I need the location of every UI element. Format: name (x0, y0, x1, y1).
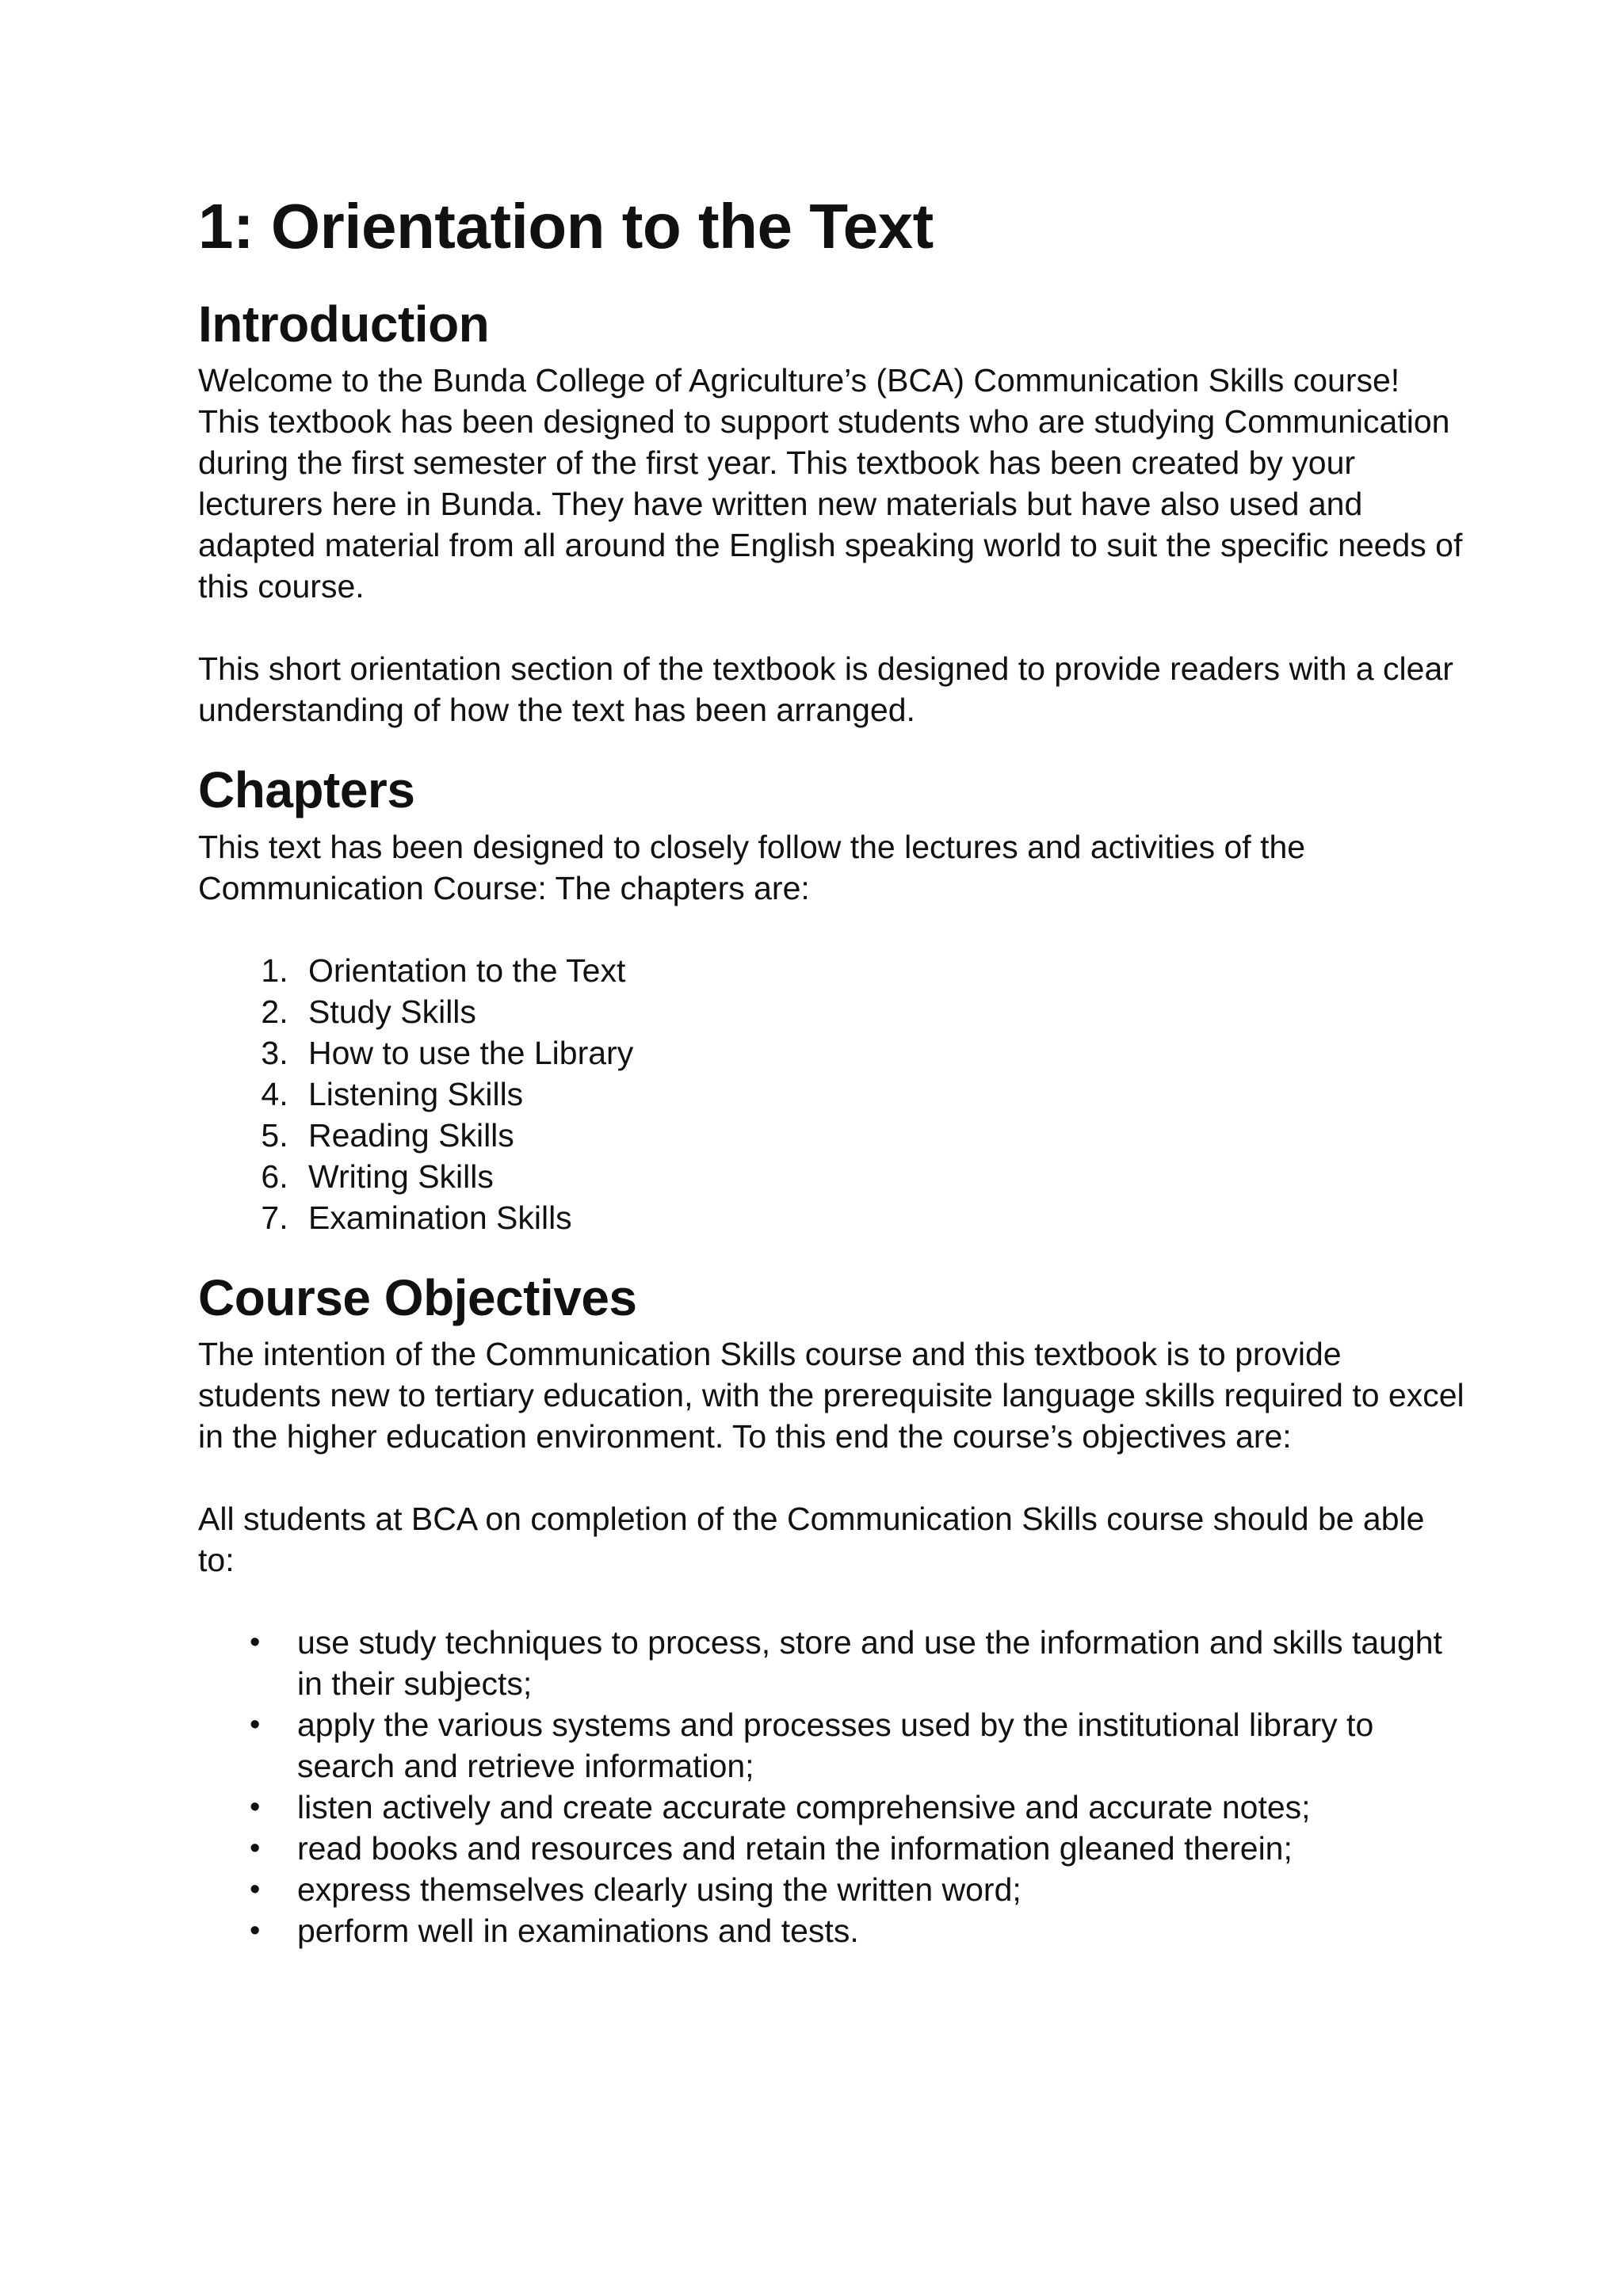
list-item: 3. How to use the Library (297, 1032, 1466, 1074)
chapters-intro: This text has been designed to closely follow the lectures and activities of the Communication Course: The chapters are: (198, 828, 1306, 906)
course-objectives-heading: Course Objectives (198, 1268, 637, 1326)
bullet-icon: • (250, 1873, 261, 1907)
document-page (198, 190, 1466, 1951)
objective-list (198, 1622, 1466, 1951)
chapter-list (198, 950, 1466, 1238)
list-item: 1. Orientation to the Text (297, 950, 1466, 991)
chapters-heading: Chapters (198, 761, 415, 819)
list-item (250, 1787, 1466, 1828)
objective-text: perform well in examinations and tests. (297, 1913, 859, 1950)
objectives-paragraph-1: The intention of the Communication Skills course and this textbook is to provide students new to tertiary education, with the prerequisite language skills required to excel in the higher education environment. To this end the course’s objectives are: (198, 1336, 1465, 1455)
bullet-icon: • (250, 1626, 261, 1660)
list-item: 5. Reading Skills (297, 1115, 1466, 1156)
list-item (250, 1704, 1466, 1787)
objective-text: read books and resources and retain the information gleaned therein; (297, 1830, 1293, 1867)
list-item: 6. Writing Skills (297, 1156, 1466, 1197)
list-item: 4. Listening Skills (297, 1074, 1466, 1115)
objective-text: use study techniques to process, store and use the information and skills taught in their subjects; (297, 1624, 1442, 1703)
list-item (250, 1828, 1466, 1869)
objective-text: listen actively and create accurate comprehensive and accurate notes; (297, 1789, 1311, 1826)
objective-text: apply the various systems and processes used by the institutional library to search and retrieve information; (297, 1707, 1374, 1785)
introduction-paragraph-1: Welcome to the Bunda College of Agriculture’s (BCA) Communication Skills course! This textbook has been designed to support students who are studying Communication during the first semester of the first year. This textbook has been created by your lecturers here in Bunda. They have written new materials but have also used and adapted material from all around the English speaking world to suit the specific needs of this course. (198, 362, 1463, 605)
chapter-title: 1: Orientation to the Text (198, 191, 934, 261)
introduction-heading: Introduction (198, 296, 490, 353)
bullet-icon: • (250, 1832, 261, 1866)
list-item: 2. Study Skills (297, 991, 1466, 1032)
list-item (250, 1910, 1466, 1951)
objectives-paragraph-2: All students at BCA on completion of the Communication Skills course should be able to: (198, 1501, 1425, 1579)
list-item: 7. Examination Skills (297, 1197, 1466, 1238)
bullet-icon: • (250, 1914, 261, 1948)
list-item (250, 1622, 1466, 1704)
bullet-icon: • (250, 1708, 261, 1742)
objective-text: express themselves clearly using the written word; (297, 1871, 1022, 1909)
list-item (250, 1869, 1466, 1910)
bullet-icon: • (250, 1791, 261, 1825)
introduction-paragraph-2: This short orientation section of the textbook is designed to provide readers with a clear understanding of how the text has been arranged. (198, 650, 1453, 729)
